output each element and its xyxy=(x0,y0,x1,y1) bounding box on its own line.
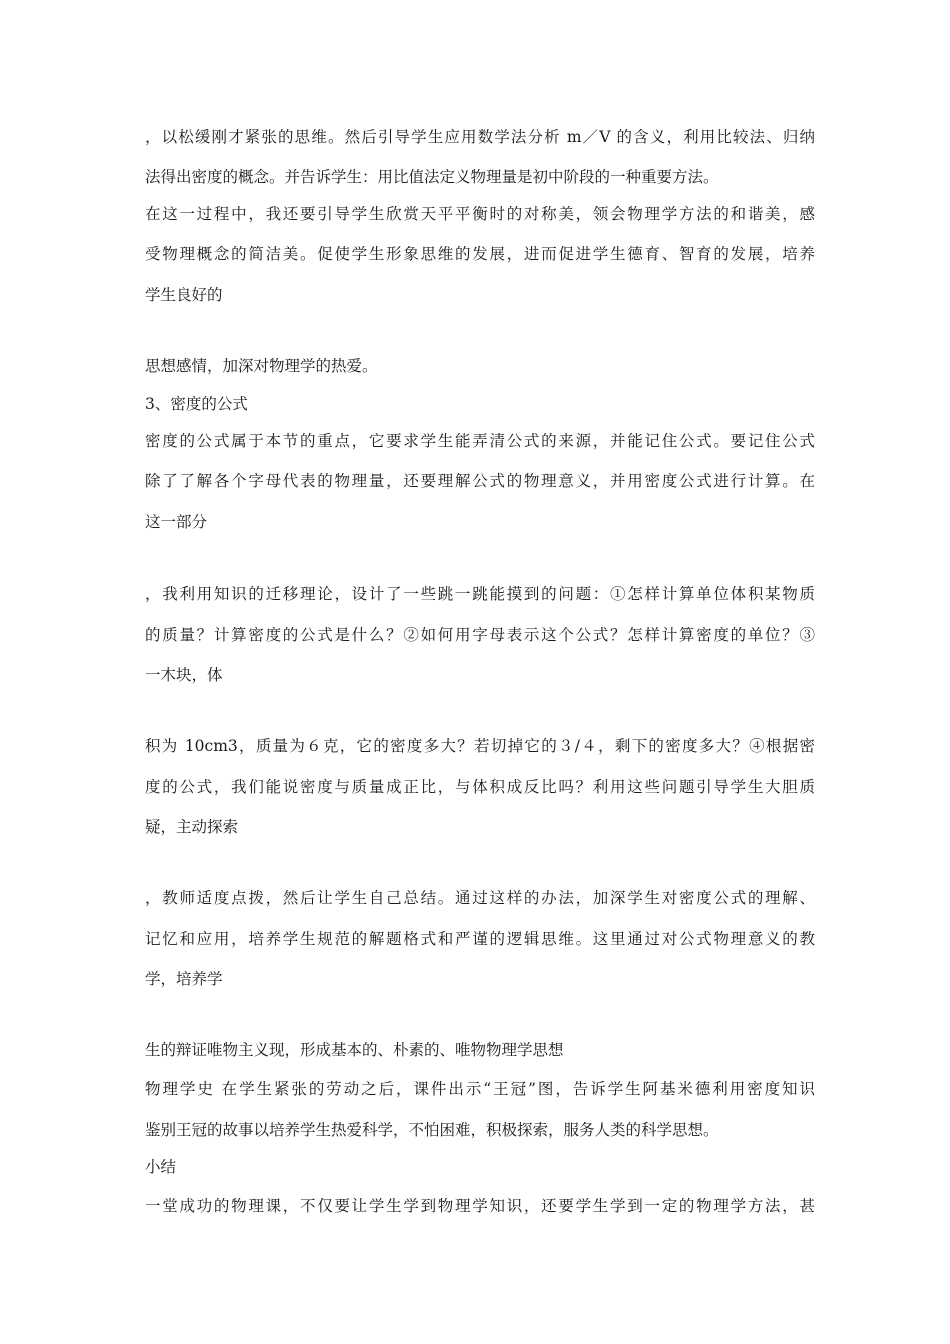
text-line: 生的辩证唯物主义现，形成基本的、朴素的、唯物物理学思想 xyxy=(145,1041,564,1059)
text-line: 密度的公式属于本节的重点，它要求学生能弄清公式的来源，并能记住公式。要记住公式 xyxy=(145,432,815,450)
text-line: 记忆和应用，培养学生规范的解题格式和严谨的逻辑思维。这里通过对公式物理意义的教 xyxy=(145,930,815,948)
section-heading: 小结 xyxy=(145,1158,177,1176)
text-line: 疑，主动探索 xyxy=(145,818,239,836)
text-line: 的质量？计算密度的公式是什么？②如何用字母表示这个公式？怎样计算密度的单位？③ xyxy=(145,626,815,644)
text-line: 思想感情，加深对物理学的热爱。 xyxy=(145,357,378,375)
section-heading: 3、密度的公式 xyxy=(145,395,248,413)
text-line: 除了了解各个字母代表的物理量，还要理解公式的物理意义，并用密度公式进行计算。在 xyxy=(145,472,815,490)
text-line: 这一部分 xyxy=(145,513,208,531)
text-line: ，教师适度点拨，然后让学生自己总结。通过这样的办法，加深学生对密度公式的理解、 xyxy=(145,889,815,907)
text-line: 度的公式，我们能说密度与质量成正比，与体积成反比吗？利用这些问题引导学生大胆质 xyxy=(145,778,815,796)
text-line: 鉴别王冠的故事以培养学生热爱科学，不怕困难，积极探索，服务人类的科学思想。 xyxy=(145,1121,719,1139)
text-line: 在这一过程中，我还要引导学生欣赏天平平衡时的对称美，领会物理学方法的和谐美，感 xyxy=(145,205,815,223)
text-line: 积为 10cm3，质量为６克，它的密度多大？若切掉它的３/４，剩下的密度多大？④根据密 xyxy=(145,737,815,755)
text-line: ，我利用知识的迁移理论，设计了一些跳一跳能摸到的问题：①怎样计算单位体积某物质 xyxy=(145,585,815,603)
text-line: 受物理概念的简洁美。促使学生形象思维的发展，进而促进学生德育、智育的发展，培养 xyxy=(145,245,815,263)
text-line: 一木块，体 xyxy=(145,666,223,684)
text-line: ，以松缓刚才紧张的思维。然后引导学生应用数学法分析 m／V 的含义，利用比较法、归纳 xyxy=(145,128,815,146)
text-line: 学，培养学 xyxy=(145,970,223,988)
text-line: 法得出密度的概念。并告诉学生：用比值法定义物理量是初中阶段的一种重要方法。 xyxy=(145,168,719,186)
text-line: 一堂成功的物理课，不仅要让学生学到物理学知识，还要学生学到一定的物理学方法，甚 xyxy=(145,1197,815,1215)
text-line: 学生良好的 xyxy=(145,286,223,304)
text-line: 物理学史 在学生紧张的劳动之后，课件出示“王冠”图，告诉学生阿基米德利用密度知识 xyxy=(145,1080,815,1098)
